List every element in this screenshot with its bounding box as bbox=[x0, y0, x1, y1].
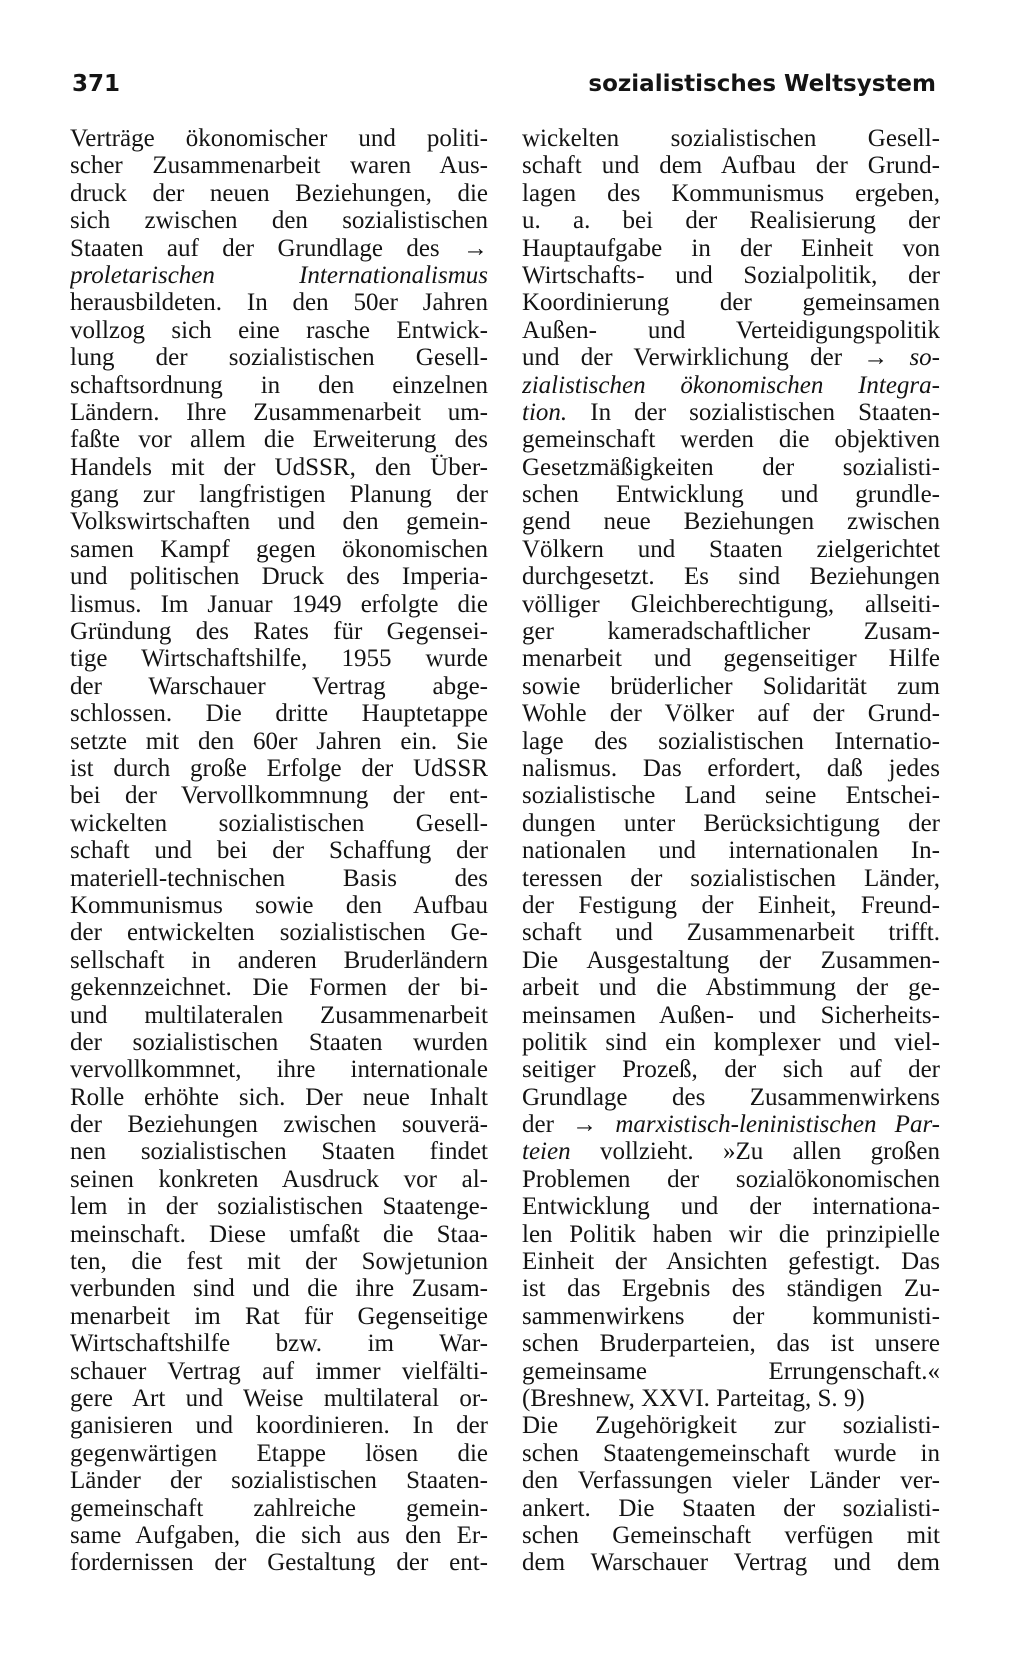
text-segment: len Politik haben wir die prinzipielle bbox=[522, 1220, 940, 1248]
text-segment: teressen der sozialistischen Länder, bbox=[522, 864, 940, 892]
text-line bbox=[70, 645, 488, 672]
text-line bbox=[70, 536, 488, 563]
text-line bbox=[70, 152, 488, 179]
text-segment: sowie brüderlicher Solidarität zum bbox=[522, 672, 940, 700]
text-segment: schaft und bei der Schaffung der bbox=[70, 837, 488, 865]
text-segment: scher Zusammenarbeit waren Aus- bbox=[70, 152, 488, 180]
text-segment: meinsamen Außen- und Sicherheits- bbox=[522, 1001, 940, 1029]
text-line bbox=[70, 673, 488, 700]
text-segment: dem Warschauer Vertrag und dem bbox=[522, 1549, 940, 1577]
text-segment: schaftsordnung in den einzelnen bbox=[70, 371, 488, 399]
text-line bbox=[70, 728, 488, 755]
text-segment: und der Verwirklichung der → bbox=[522, 344, 910, 372]
text-segment: Außen- und Verteidigungspolitik bbox=[522, 316, 940, 344]
text-line bbox=[522, 919, 940, 946]
text-segment: verbunden sind und die ihre Zusam- bbox=[70, 1275, 488, 1303]
text-segment: Wohle der Völker auf der Grund- bbox=[522, 700, 940, 728]
text-segment: materiell-technischen Basis des bbox=[70, 864, 488, 892]
text-segment: meinschaft. Diese umfaßt die Staa- bbox=[70, 1220, 488, 1248]
text-segment: politik sind ein komplexer und viel- bbox=[522, 1028, 940, 1056]
text-segment: schaft und Zusammenarbeit trifft. bbox=[522, 919, 940, 947]
text-segment: lung der sozialistischen Gesell- bbox=[70, 344, 488, 372]
text-line bbox=[522, 1358, 940, 1385]
italic-cross-reference: tion. bbox=[522, 398, 568, 426]
text-segment: u. a. bei der Realisierung der bbox=[522, 207, 940, 235]
text-segment: tige Wirtschaftshilfe, 1955 wurde bbox=[70, 645, 488, 673]
text-segment: bei der Vervollkommnung der ent- bbox=[70, 782, 488, 810]
running-head: sozialistisches Weltsystem bbox=[588, 71, 936, 97]
text-line bbox=[70, 1549, 488, 1576]
text-segment: schen Bruderparteien, das ist unsere bbox=[522, 1330, 940, 1358]
text-segment: nen sozialistischen Staaten findet bbox=[70, 1138, 488, 1166]
text-line bbox=[522, 454, 940, 481]
text-line bbox=[70, 289, 488, 316]
text-segment: Gründung des Rates für Gegensei- bbox=[70, 618, 488, 646]
text-line bbox=[70, 865, 488, 892]
text-segment: ist durch große Erfolge der UdSSR bbox=[70, 754, 488, 782]
text-line bbox=[70, 837, 488, 864]
text-segment: menarbeit im Rat für Gegenseitige bbox=[70, 1302, 488, 1330]
text-segment: Verträge ökonomischer und politi- bbox=[70, 125, 488, 152]
text-segment: seinen konkreten Ausdruck vor al- bbox=[70, 1165, 488, 1193]
text-segment: sozialistische Land seine Entschei- bbox=[522, 782, 940, 810]
text-segment: ist das Ergebnis des ständigen Zu- bbox=[522, 1275, 940, 1303]
text-line bbox=[70, 974, 488, 1001]
page-number: 371 bbox=[72, 71, 121, 97]
text-segment: Die Ausgestaltung der Zusammen- bbox=[522, 946, 940, 974]
text-line bbox=[522, 645, 940, 672]
text-line bbox=[70, 481, 488, 508]
text-line bbox=[522, 892, 940, 919]
text-segment: der entwickelten sozialistischen Ge- bbox=[70, 919, 488, 947]
text-segment: gang zur langfristigen Planung der bbox=[70, 481, 488, 509]
text-segment: Staaten auf der Grundlage des → bbox=[70, 234, 488, 262]
text-line bbox=[70, 1221, 488, 1248]
text-line bbox=[70, 1166, 488, 1193]
text-line bbox=[70, 1002, 488, 1029]
text-line bbox=[522, 591, 940, 618]
text-line bbox=[70, 782, 488, 809]
text-segment: Hauptaufgabe in der Einheit von bbox=[522, 234, 940, 262]
text-line bbox=[522, 1467, 940, 1494]
text-segment: gemeinschaft werden die objektiven bbox=[522, 426, 940, 454]
text-segment: vollzog sich eine rasche Entwick- bbox=[70, 316, 488, 344]
text-line bbox=[522, 782, 940, 809]
text-segment: Entwicklung und der internationa- bbox=[522, 1193, 940, 1221]
text-segment: In der sozialistischen Staaten- bbox=[567, 398, 940, 426]
text-line bbox=[522, 1221, 940, 1248]
text-line bbox=[70, 1111, 488, 1138]
text-line bbox=[522, 728, 940, 755]
text-line bbox=[522, 1275, 940, 1302]
text-segment: fordernissen der Gestaltung der ent- bbox=[70, 1549, 488, 1577]
text-segment: Wirtschafts- und Sozialpolitik, der bbox=[522, 261, 940, 289]
text-line bbox=[70, 700, 488, 727]
italic-cross-reference: marxistisch-leninistischen Par- bbox=[615, 1111, 940, 1139]
text-segment: gekennzeichnet. Die Formen der bi- bbox=[70, 974, 488, 1002]
text-segment: ger kameradschaftlicher Zusam- bbox=[522, 618, 940, 646]
text-segment: herausbildeten. In den 50er Jahren bbox=[70, 289, 488, 317]
text-line bbox=[522, 1084, 940, 1111]
text-segment: lem in der sozialistischen Staatenge- bbox=[70, 1193, 488, 1221]
text-segment: den Verfassungen vieler Länder ver- bbox=[522, 1467, 940, 1495]
text-segment: ankert. Die Staaten der sozialisti- bbox=[522, 1494, 940, 1522]
text-line bbox=[70, 563, 488, 590]
text-segment: gemeinsame Errungenschaft.« bbox=[522, 1357, 940, 1385]
text-segment: der sozialistischen Staaten wurden bbox=[70, 1028, 488, 1056]
left-text-column bbox=[70, 125, 488, 1577]
text-segment: gere Art und Weise multilateral or- bbox=[70, 1384, 488, 1412]
text-segment: Problemen der sozialökonomischen bbox=[522, 1165, 940, 1193]
text-line bbox=[70, 1467, 488, 1494]
text-line bbox=[70, 810, 488, 837]
text-segment: schauer Vertrag auf immer vielfälti- bbox=[70, 1357, 488, 1385]
right-text-column bbox=[522, 125, 940, 1577]
text-line bbox=[522, 207, 940, 234]
text-line bbox=[70, 317, 488, 344]
text-line bbox=[70, 1385, 488, 1412]
text-segment: samen Kampf gegen ökonomischen bbox=[70, 535, 488, 563]
text-line bbox=[522, 1029, 940, 1056]
text-line bbox=[522, 755, 940, 782]
text-line bbox=[70, 454, 488, 481]
text-line bbox=[70, 262, 488, 289]
text-line bbox=[522, 508, 940, 535]
text-line bbox=[70, 1330, 488, 1357]
text-line bbox=[522, 152, 940, 179]
text-segment: Gesetzmäßigkeiten der sozialisti- bbox=[522, 453, 940, 481]
text-line bbox=[522, 1522, 940, 1549]
text-line bbox=[70, 1029, 488, 1056]
text-segment: Die Zugehörigkeit zur sozialisti- bbox=[522, 1412, 940, 1440]
text-line bbox=[522, 837, 940, 864]
text-segment: gegenwärtigen Etappe lösen die bbox=[70, 1439, 488, 1467]
text-segment: lage des sozialistischen Internatio- bbox=[522, 727, 940, 755]
text-segment: menarbeit und gegenseitiger Hilfe bbox=[522, 645, 940, 673]
text-segment: arbeit und die Abstimmung der ge- bbox=[522, 974, 940, 1002]
text-line bbox=[70, 426, 488, 453]
text-line bbox=[522, 426, 940, 453]
text-segment: und politischen Druck des Imperia- bbox=[70, 563, 488, 591]
text-line bbox=[522, 974, 940, 1001]
text-segment: vollzieht. »Zu allen großen bbox=[570, 1138, 940, 1166]
text-line bbox=[70, 1440, 488, 1467]
text-segment: dungen unter Berücksichtigung der bbox=[522, 809, 940, 837]
text-segment: Länder der sozialistischen Staaten- bbox=[70, 1467, 488, 1495]
text-segment: Volkswirtschaften und den gemein- bbox=[70, 508, 488, 536]
text-segment: ganisieren und koordinieren. In der bbox=[70, 1412, 488, 1440]
text-line bbox=[522, 1330, 940, 1357]
text-line bbox=[522, 810, 940, 837]
text-line bbox=[522, 1549, 940, 1576]
text-line bbox=[70, 1522, 488, 1549]
text-line bbox=[70, 618, 488, 645]
text-segment: vervollkommnet, ihre internationale bbox=[70, 1056, 488, 1084]
text-line bbox=[70, 1275, 488, 1302]
text-line bbox=[522, 700, 940, 727]
text-segment: schaft und dem Aufbau der Grund- bbox=[522, 152, 940, 180]
text-line bbox=[522, 289, 940, 316]
text-line bbox=[70, 892, 488, 919]
text-segment: Koordinierung der gemeinsamen bbox=[522, 289, 940, 317]
text-line bbox=[522, 947, 940, 974]
text-line bbox=[522, 317, 940, 344]
text-line bbox=[70, 1495, 488, 1522]
text-segment: Handels mit der UdSSR, den Über- bbox=[70, 453, 488, 481]
text-line bbox=[70, 372, 488, 399]
text-segment: lismus. Im Januar 1949 erfolgte die bbox=[70, 590, 488, 618]
text-segment: gemeinschaft zahlreiche gemein- bbox=[70, 1494, 488, 1522]
text-segment: völliger Gleichberechtigung, allseiti- bbox=[522, 590, 940, 618]
text-line bbox=[70, 1193, 488, 1220]
text-line bbox=[522, 563, 940, 590]
text-line bbox=[70, 919, 488, 946]
text-segment: sammenwirkens der kommunisti- bbox=[522, 1302, 940, 1330]
text-segment: seitiger Prozeß, der sich auf der bbox=[522, 1056, 940, 1084]
text-line bbox=[70, 1358, 488, 1385]
text-line bbox=[70, 508, 488, 535]
text-line bbox=[70, 180, 488, 207]
italic-cross-reference: zialistischen ökonomischen Integra- bbox=[522, 371, 940, 399]
text-line bbox=[522, 536, 940, 563]
text-line bbox=[70, 235, 488, 262]
text-line bbox=[522, 1385, 940, 1412]
text-line bbox=[522, 1440, 940, 1467]
text-line bbox=[522, 1056, 940, 1083]
text-segment: der Warschauer Vertrag abge- bbox=[70, 672, 488, 700]
text-line bbox=[70, 591, 488, 618]
text-segment: nalismus. Das erfordert, daß jedes bbox=[522, 754, 940, 782]
text-line bbox=[522, 180, 940, 207]
text-line bbox=[522, 399, 940, 426]
text-segment: sich zwischen den sozialistischen bbox=[70, 207, 488, 235]
text-segment: der Beziehungen zwischen souverä- bbox=[70, 1111, 488, 1139]
text-segment: Grundlage des Zusammenwirkens bbox=[522, 1083, 940, 1111]
text-segment: setzte mit den 60er Jahren ein. Sie bbox=[70, 727, 488, 755]
text-line bbox=[70, 1248, 488, 1275]
text-line bbox=[70, 1138, 488, 1165]
text-segment: schen Entwicklung und grundle- bbox=[522, 481, 940, 509]
text-segment: Völkern und Staaten zielgerichtet bbox=[522, 535, 940, 563]
text-segment: same Aufgaben, die sich aus den Er- bbox=[70, 1521, 488, 1549]
text-line bbox=[522, 372, 940, 399]
text-line bbox=[522, 865, 940, 892]
text-line bbox=[522, 1111, 940, 1138]
text-line bbox=[522, 1166, 940, 1193]
text-segment: schen Gemeinschaft verfügen mit bbox=[522, 1521, 940, 1549]
text-line bbox=[522, 262, 940, 289]
text-segment: wickelten sozialistischen Gesell- bbox=[522, 125, 940, 152]
text-line bbox=[522, 618, 940, 645]
text-segment: schlossen. Die dritte Hauptetappe bbox=[70, 700, 488, 728]
text-line bbox=[70, 125, 488, 152]
text-segment: Wirtschaftshilfe bzw. im War- bbox=[70, 1330, 488, 1358]
text-line bbox=[522, 1138, 940, 1165]
text-segment: lagen des Kommunismus ergeben, bbox=[522, 179, 940, 207]
text-segment: der → bbox=[522, 1111, 616, 1139]
text-segment: faßte vor allem die Erweiterung des bbox=[70, 426, 488, 454]
italic-cross-reference: so- bbox=[909, 344, 940, 372]
text-line bbox=[522, 673, 940, 700]
text-segment: (Breshnew, XXVI. Parteitag, S. 9) bbox=[522, 1384, 865, 1412]
text-segment: der Festigung der Einheit, Freund- bbox=[522, 891, 940, 919]
text-line bbox=[70, 947, 488, 974]
text-line bbox=[70, 344, 488, 371]
italic-cross-reference: teien bbox=[522, 1138, 571, 1166]
text-line bbox=[70, 1056, 488, 1083]
text-segment: Einheit der Ansichten gefestigt. Das bbox=[522, 1248, 940, 1276]
text-line bbox=[70, 1412, 488, 1439]
text-line bbox=[522, 1002, 940, 1029]
text-line bbox=[522, 1303, 940, 1330]
text-segment: Kommunismus sowie den Aufbau bbox=[70, 891, 488, 919]
text-line bbox=[522, 1248, 940, 1275]
page-header bbox=[66, 68, 936, 100]
text-line bbox=[70, 399, 488, 426]
text-segment: wickelten sozialistischen Gesell- bbox=[70, 809, 488, 837]
text-line bbox=[70, 207, 488, 234]
text-segment: schen Staatengemeinschaft wurde in bbox=[522, 1439, 940, 1467]
text-line bbox=[522, 1412, 940, 1439]
text-line bbox=[522, 235, 940, 262]
text-segment: Ländern. Ihre Zusammenarbeit um- bbox=[70, 398, 488, 426]
italic-cross-reference: proletarischen Internationalismus bbox=[70, 261, 488, 289]
text-segment: druck der neuen Beziehungen, die bbox=[70, 179, 488, 207]
text-line bbox=[70, 1303, 488, 1330]
text-segment: nationalen und internationalen In- bbox=[522, 837, 940, 865]
text-segment: und multilateralen Zusammenarbeit bbox=[70, 1001, 488, 1029]
text-line bbox=[70, 1084, 488, 1111]
text-line bbox=[522, 344, 940, 371]
text-line bbox=[522, 481, 940, 508]
text-line bbox=[522, 1495, 940, 1522]
text-segment: durchgesetzt. Es sind Beziehungen bbox=[522, 563, 940, 591]
text-line bbox=[522, 125, 940, 152]
text-line bbox=[70, 755, 488, 782]
text-segment: Rolle erhöhte sich. Der neue Inhalt bbox=[70, 1083, 488, 1111]
text-segment: ten, die fest mit der Sowjetunion bbox=[70, 1248, 488, 1276]
text-segment: gend neue Beziehungen zwischen bbox=[522, 508, 940, 536]
text-segment: sellschaft in anderen Bruderländern bbox=[70, 946, 488, 974]
text-line bbox=[522, 1193, 940, 1220]
